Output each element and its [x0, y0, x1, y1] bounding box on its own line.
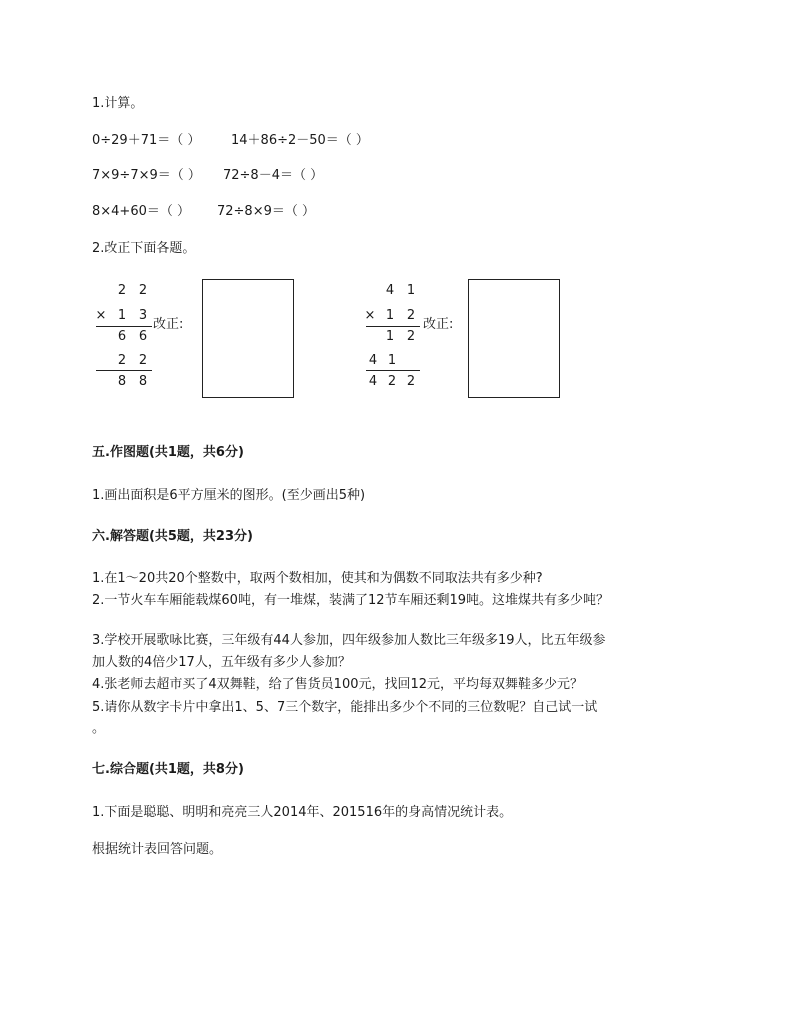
question-text: 根据统计表回答问题。	[92, 842, 223, 857]
digit: 1	[387, 353, 397, 368]
rule-line	[366, 326, 420, 327]
digit: 1	[406, 283, 416, 298]
question-text: 。	[92, 721, 106, 736]
digit: 2	[406, 374, 416, 389]
times-sign: ×	[364, 308, 376, 323]
digit: 1	[385, 308, 395, 323]
calc-item: 7×9÷7×9＝（ ）	[92, 168, 201, 183]
digit: 2	[138, 353, 148, 368]
question-text: 1.画出面积是6平方厘米的图形。(至少画出5种)	[92, 488, 366, 503]
digit: 3	[138, 308, 148, 323]
question-text: 加人数的4倍少17人，五年级有多少人参加？	[92, 655, 351, 670]
rule-line	[96, 326, 152, 327]
question-text: 1.在1～20共20个整数中，取两个数相加，使其和为偶数不同取法共有多少种?	[92, 571, 543, 586]
digit: 6	[138, 329, 148, 344]
digit: 2	[406, 308, 416, 323]
digit: 1	[385, 329, 395, 344]
digit: 8	[138, 374, 148, 389]
digit: 4	[368, 353, 378, 368]
calc-item: 14＋86÷2－50＝（ ）	[231, 133, 369, 148]
times-sign: ×	[95, 308, 107, 323]
calc-item: 8×4+60＝（ ）	[92, 204, 191, 219]
section-heading: 五.作图题(共1题，共6分)	[92, 445, 244, 460]
question-text: 2.一节火车车厢能载煤60吨，有一堆煤，装满了12节车厢还剩19吨。这堆煤共有多少吨？	[92, 593, 610, 608]
digit: 2	[117, 283, 127, 298]
rule-line	[366, 370, 420, 371]
digit: 8	[117, 374, 127, 389]
digit: 4	[385, 283, 395, 298]
question-text: 5.请你从数字卡片中拿出1、5、7三个数字，能排出多少个不同的三位数呢？自己试一试	[92, 700, 598, 715]
digit: 4	[368, 374, 378, 389]
digit: 2	[138, 283, 148, 298]
question-text: 1.下面是聪聪、明明和亮亮三人2014年、201516年的身高情况统计表。	[92, 805, 513, 820]
digit: 6	[117, 329, 127, 344]
question-text: 4.张老师去超市买了4双舞鞋，给了售货员100元，找回12元，平均每双舞鞋多少元？	[92, 677, 584, 692]
correct-title: 2.改正下面各题。	[92, 241, 196, 256]
digit: 2	[387, 374, 397, 389]
calc-item: 0÷29＋71＝（ ）	[92, 133, 201, 148]
correction-answer-box[interactable]	[202, 279, 294, 398]
digit: 1	[117, 308, 127, 323]
correction-answer-box[interactable]	[468, 279, 560, 398]
digit: 2	[406, 329, 416, 344]
digit: 2	[117, 353, 127, 368]
calc-item: 72÷8－4＝（ ）	[223, 168, 324, 183]
correction-label: 改正:	[423, 317, 454, 332]
section-heading: 七.综合题(共1题，共8分)	[92, 762, 244, 777]
calc-item: 72÷8×9＝（ ）	[217, 204, 316, 219]
calc-title: 1.计算。	[92, 96, 144, 111]
question-text: 3.学校开展歌咏比赛，三年级有44人参加，四年级参加人数比三年级多19人，比五年级参	[92, 633, 606, 648]
correction-label: 改正:	[153, 317, 184, 332]
section-heading: 六.解答题(共5题，共23分)	[92, 529, 253, 544]
rule-line	[96, 370, 152, 371]
